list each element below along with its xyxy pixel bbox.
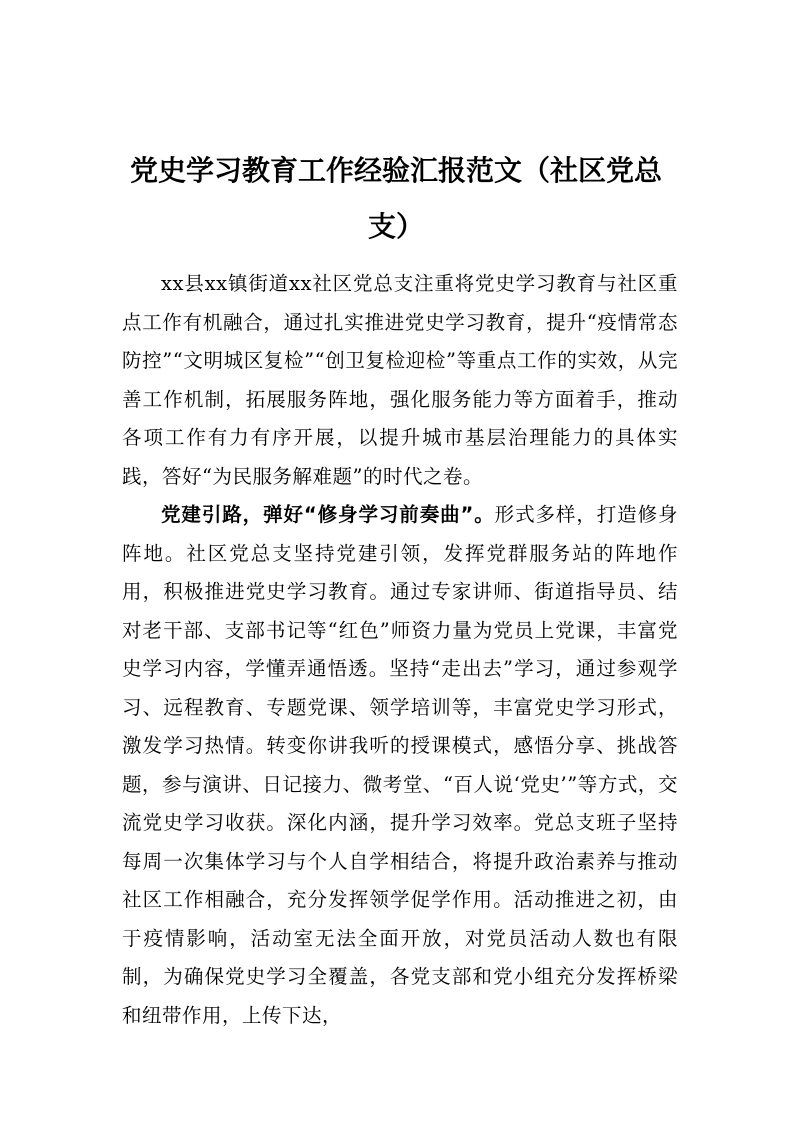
paragraph-text: 形式多样，打造修身阵地。社区党总支坚持党建引领，发挥党群服务站的阵地作用，积极推进党史学习教育。通过专家讲师、街道指导员、结对老干部、支部书记等“红色”师资力量为党员上党课，丰富党史学习内容，学懂弄通悟透。坚持“走出去”学习，通过参观学习、远程教育、专题党课、领学培训等，丰富党史学习形式，激发学习热情。转变你讲我听的授课模式，感悟分享、挑战答题，参与演讲、日记接力、微考堂、“百人说‘党史’”等方式，交流党史学习收获。深化内涵，提升学习效率。党总支班子坚持每周一次集体学习与个人自学相结合，将提升政治素养与推动社区工作相融合，充分发挥领学促学作用。活动推进之初，由于疫情影响，活动室无法全面开放，对党员活动人数也有限制，为确保党史学习全覆盖，各党支部和党小组充分发挥桥梁和纽带作用，上传下达， [122,503,678,1027]
document-title: 党史学习教育工作经验汇报范文（社区党总支） [129,154,662,243]
paragraph-section-1 [122,496,678,1035]
paragraph-lead-heading: 党建引路，弹好“修身学习前奏曲”。 [161,503,495,526]
paragraph-intro [122,265,678,496]
document-body [122,265,678,1035]
paragraph-text: xx县xx镇街道xx社区党总支注重将党史学习教育与社区重点工作有机融合，通过扎实推进党史学习教育，提升“疫情常态防控”“文明城区复检”“创卫复检迎检”等重点工作的实效，从完善工作机制，拓展服务阵地，强化服务能力等方面着手，推动各项工作有力有序开展，以提升城市基层治理能力的具体实践，答好“为民服务解难题”的时代之卷。 [122,272,678,488]
